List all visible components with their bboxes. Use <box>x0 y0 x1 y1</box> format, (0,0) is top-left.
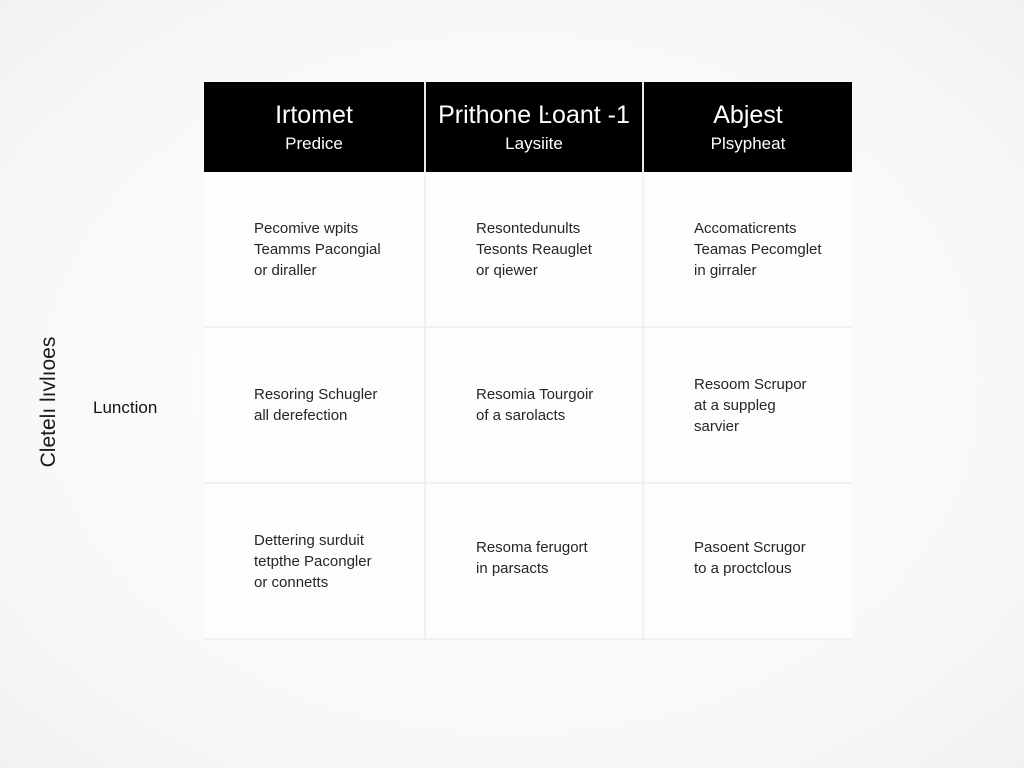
cell-text: Resomia Tourgoir of a sarolacts <box>476 386 594 424</box>
column-header-2 <box>424 82 642 172</box>
column-header-title: Irtomet <box>275 101 353 129</box>
matrix-cell <box>642 328 852 484</box>
matrix-cell <box>424 172 642 328</box>
row-label: Lunction <box>93 398 158 417</box>
matrix-cell <box>642 484 852 640</box>
column-header-subtitle: Predice <box>285 134 343 153</box>
cell-text: Resoom Scrupor at a suppleg sarvier <box>694 375 807 435</box>
matrix-grid <box>204 82 852 640</box>
cell-text: Resoma ferugort in parsacts <box>476 539 588 577</box>
cell-text: Pasoent Scrugor to a proctclous <box>694 539 806 577</box>
matrix-cell <box>424 484 642 640</box>
matrix-cell <box>204 484 424 640</box>
cell-text: Pecomive wpits Teamms Pacongial or diraller <box>254 219 381 279</box>
cell-text: Resoring Schugler all derefection <box>254 386 378 424</box>
column-header-title: Prithone Ŀoant -1 <box>438 101 630 129</box>
matrix-cell <box>204 172 424 328</box>
matrix-cell <box>642 172 852 328</box>
column-header-1 <box>204 82 424 172</box>
cell-text: Accomaticrents Teamas Pecomglet in girraler <box>694 219 822 279</box>
column-header-3 <box>642 82 852 172</box>
column-header-subtitle: Plsypheat <box>710 134 786 153</box>
column-header-subtitle: Laysiite <box>505 134 563 153</box>
column-header-title: Abjest <box>713 101 783 129</box>
side-axis-label: Cletelı lıvlıoes <box>37 336 60 468</box>
matrix-cell <box>424 328 642 484</box>
matrix-cell <box>204 328 424 484</box>
cell-text: Resontedunults Tesonts Reauglet or qiewer <box>476 219 592 279</box>
cell-text: Dettering surduit tetpthe Pacongler or connetts <box>254 531 372 591</box>
